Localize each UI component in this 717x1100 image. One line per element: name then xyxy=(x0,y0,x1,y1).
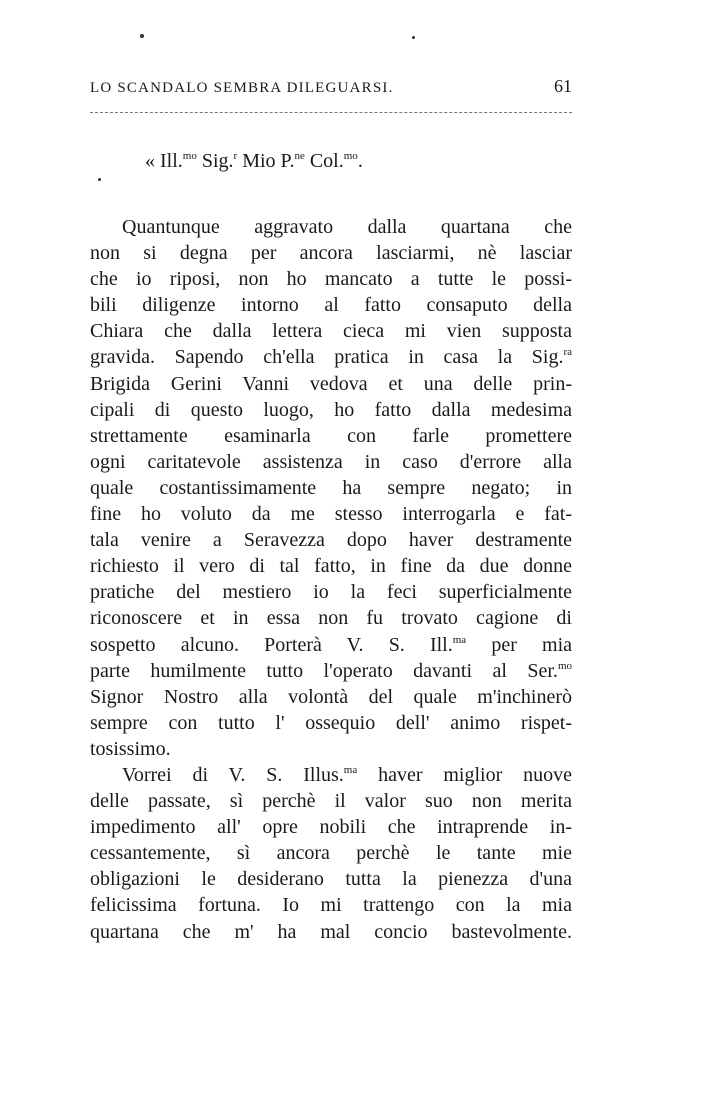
page-number: 61 xyxy=(554,76,572,96)
text-line: richiesto il vero di tal fatto, in fine da due donne xyxy=(90,555,572,578)
text-line: non si degna per ancora lasciarmi, nè lasciar xyxy=(90,242,572,265)
text-line: fine ho voluto da me stesso interrogarla e fat- xyxy=(90,503,572,526)
text-line: tosissimo. xyxy=(90,737,171,760)
ink-speck xyxy=(140,34,144,38)
paragraph-1 xyxy=(90,214,572,762)
header-rule xyxy=(90,112,572,113)
text-line: sospetto alcuno. Porterà V. S. Ill.$^{ma}$ per mia xyxy=(90,633,572,656)
text-line: sempre con tutto l' ossequio dell' animo rispet- xyxy=(90,711,572,734)
text-line: cessantemente, sì ancora perchè le tante mie xyxy=(90,842,572,865)
text-line: Signor Nostro alla volontà del quale m'inchinerò xyxy=(90,685,572,708)
text-line: ogni caritatevole assistenza in caso d'errore alla xyxy=(90,450,572,473)
text-line: Chiara che dalla lettera cieca mi vien supposta xyxy=(90,320,572,343)
letter-salutation: « Ill.$^{mo}$ Sig.$^r$ Mio P.$^{ne}$ Col.$^{mo}$. xyxy=(145,150,363,172)
text-line: cipali di questo luogo, ho fatto dalla medesima xyxy=(90,398,572,421)
text-line: felicissima fortuna. Io mi trattengo con la mia xyxy=(90,894,572,917)
text-line: bili diligenze intorno al fatto consaputo della xyxy=(90,294,572,317)
text-line: quale costantissimamente ha sempre negato; in xyxy=(90,476,572,499)
text-line: riconoscere et in essa non fu trovato cagione di xyxy=(90,607,572,630)
running-header xyxy=(90,76,572,97)
text-line: obligazioni le desiderano tutta la pienezza d'una xyxy=(90,868,572,891)
text-line: gravida. Sapendo ch'ella pratica in casa la Sig.$^{ra}$ xyxy=(90,346,572,369)
text-line: che io riposi, non ho mancato a tutte le possi- xyxy=(90,268,572,291)
text-line: Quantunque aggravato dalla quartana che xyxy=(122,216,572,238)
text-line: Brigida Gerini Vanni vedova et una delle prin- xyxy=(90,372,572,395)
text-line: parte humilmente tutto l'operato davanti al Ser.$^{mo}$ xyxy=(90,659,572,682)
text-line: pratiche del mestiero io la feci superficialmente xyxy=(90,581,572,604)
text-line: quartana che m' ha mal concio bastevolmente. xyxy=(90,920,572,943)
running-title: LO SCANDALO SEMBRA DILEGUARSI. xyxy=(90,80,394,96)
text-line: Vorrei di V. S. Illus.$^{ma}$ haver miglior nuove xyxy=(122,763,572,786)
paragraph-2 xyxy=(90,762,572,945)
text-line: delle passate, sì perchè il valor suo non merita xyxy=(90,790,572,813)
text-line: impedimento all' opre nobili che intraprende in- xyxy=(90,816,572,839)
text-line: tala venire a Seravezza dopo haver destramente xyxy=(90,529,572,552)
text-line: strettamente esaminarla con farle promettere xyxy=(90,424,572,447)
letter-body xyxy=(90,214,572,945)
ink-speck xyxy=(412,36,415,39)
ink-speck xyxy=(98,178,101,181)
